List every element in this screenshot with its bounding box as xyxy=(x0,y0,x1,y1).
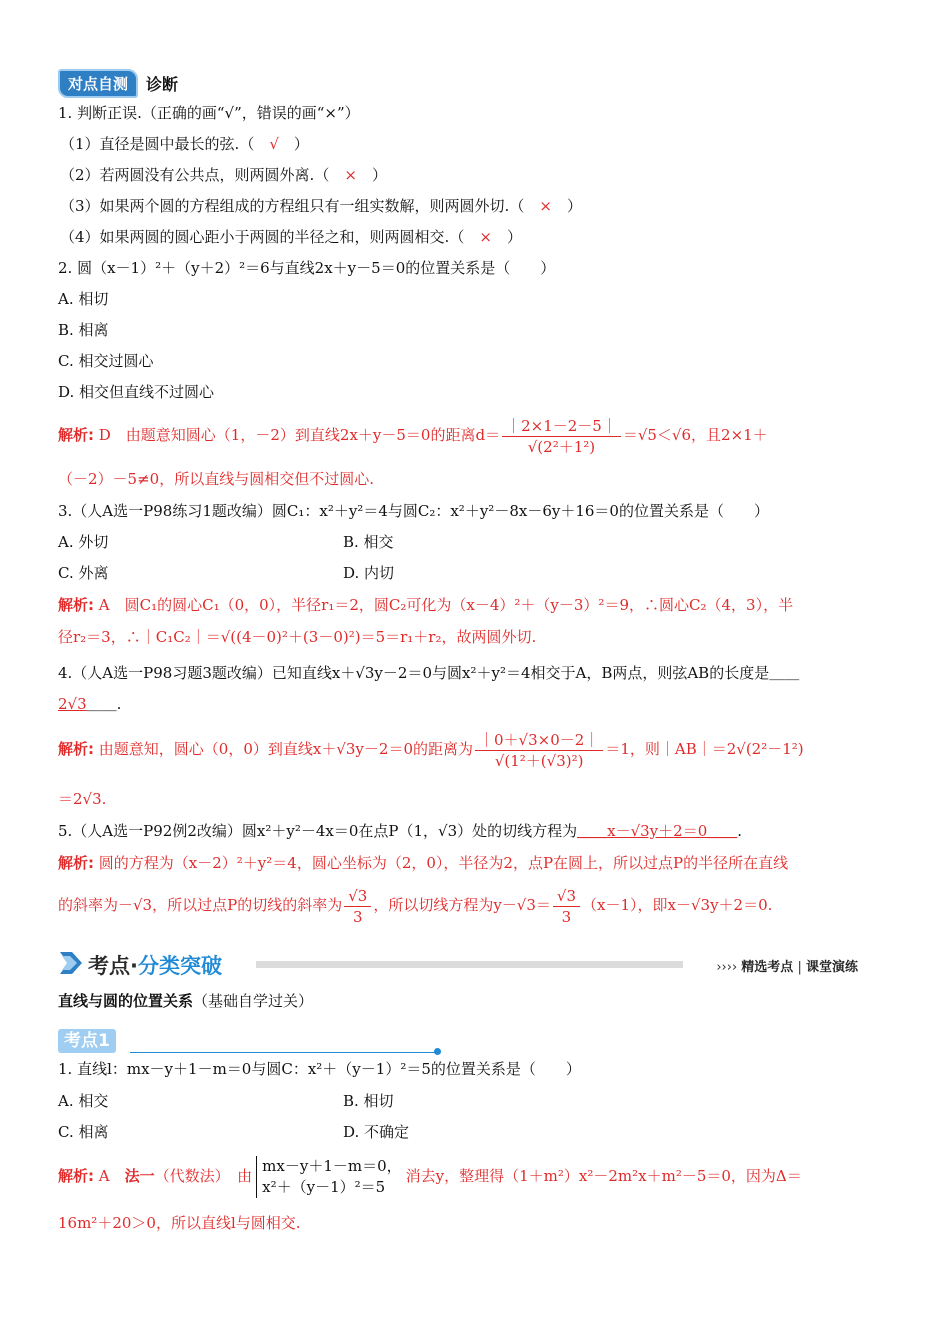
q4-solution-cont: ＝2√3. xyxy=(58,790,107,808)
q3-options-row1: A. 外切 B. 相交 xyxy=(58,533,394,551)
q2-option-a: A. 相切 xyxy=(58,290,109,308)
q2-option-b: B. 相离 xyxy=(58,321,109,339)
q3-solution-cont: 径r₂＝3，∴｜C₁C₂｜＝√((4－0)²＋(3－0)²)＝5＝r₁＋r₂，故两圆外切. xyxy=(58,628,537,646)
self-test-banner xyxy=(58,70,178,96)
k1-solution-cont: 16m²＋20＞0，所以直线l与圆相交. xyxy=(58,1214,301,1232)
q5-stem: 5.（人A选一P92例2改编）圆x²＋y²－4x＝0在点P（1，√3）处的切线方程为＿＿x－√3y＋2＝0＿＿. xyxy=(58,822,743,840)
q2-stem: 2. 圆（x－1）²＋（y＋2）²＝6与直线2x＋y－5＝0的位置关系是（ ） xyxy=(58,259,556,277)
q3-options-row2: C. 外离 D. 内切 xyxy=(58,564,395,582)
banner-divider-bar xyxy=(256,961,683,968)
q5-answer: ＿＿x－√3y＋2＝0＿＿ xyxy=(577,822,738,840)
k1-solution: 解析: A 法一（代数法） 由 mx－y＋1－m＝0， x²＋（y－1）²＝5 消去y，整理得（1＋m²）x²－2m²x＋m²－5＝0，因为Δ＝ xyxy=(58,1157,802,1196)
q4-answer: 2√3 xyxy=(58,695,87,713)
q5-slope-fraction: $\frac{√3}{3}$ xyxy=(344,886,371,927)
kaodian-label-row xyxy=(58,1027,443,1057)
q3-stem: 3.（人A选一P98练习1题改编）圆C₁：x²＋y²＝4与圆C₂：x²＋y²－8x－6y＋16＝0的位置关系是（ ） xyxy=(58,502,769,520)
q1-item-2: （2）若两圆没有公共点，则两圆外离.（ × ） xyxy=(60,166,387,184)
q1-item-1: （1）直径是圆中最长的弦.（ √ ） xyxy=(60,135,309,153)
q1-stem: 1. 判断正误.（正确的画“√”，错误的画“×”） xyxy=(58,104,360,122)
section-title: 直线与圆的位置关系（基础自学过关） xyxy=(58,992,314,1010)
q4-answer-line: 2√3＿＿. xyxy=(58,695,122,713)
q4-solution: 解析: 由题意知，圆心（0，0）到直线x＋√3y－2＝0的距离为 $\frac{|0+√3\times 0-2|}{\text{√(1²＋(√3)²)}}$ ＝1，则｜AB｜＝2√(2²－1²) xyxy=(58,730,804,770)
q2-solution: 解析: D 由题意知圆心（1，－2）到直线2x＋y－5＝0的距离d＝ $\frac{|2\times 1-2-5|}{\text{√(2²＋1²)}}$ ＝√5＜√6，且2×1＋ xyxy=(58,416,768,456)
q1-item-3: （3）如果两个圆的方程组成的方程组只有一组实数解，则两圆外切.（ × ） xyxy=(60,197,582,215)
q5-slope-fraction-2: $\frac{√3}{3}$ xyxy=(553,886,580,927)
q2-option-c: C. 相交过圆心 xyxy=(58,352,154,370)
diagnosis-label: 诊断 xyxy=(146,74,179,94)
q5-solution-cont: 的斜率为－√3，所以过点P的切线的斜率为 $\frac{√3}{3}$ ，所以切线方程为y－√3＝ $\frac{√3}{3}$ （x－1），即x－√3y＋2＝0. xyxy=(58,886,773,926)
kaodian-line xyxy=(130,1052,437,1053)
k1-stem: 1. 直线l：mx－y＋1－m＝0与圆C：x²＋（y－1）²＝5的位置关系是（ ） xyxy=(58,1060,581,1078)
k1-options-row2: C. 相离 D. 不确定 xyxy=(58,1123,410,1141)
banner-right-label: ›››› 精选考点 | 课堂演练 xyxy=(716,960,858,975)
kaodian-tag: 考点1 xyxy=(58,1029,116,1053)
q4-distance-fraction: $\frac{|0+√3\times 0-2|}{\text{√(1²＋(√3)²)}}$ xyxy=(475,730,603,771)
q2-solution-cont: （－2）－5≠0，所以直线与圆相交但不过圆心. xyxy=(58,470,374,488)
q2-option-d: D. 相交但直线不过圆心 xyxy=(58,383,215,401)
k1-equation-system: mx－y＋1－m＝0， x²＋（y－1）²＝5 xyxy=(256,1156,401,1198)
self-test-tag: 对点自测 xyxy=(58,69,138,98)
k1-options-row1: A. 相交 B. 相切 xyxy=(58,1092,394,1110)
exam-points-title: 考点·分类突破 xyxy=(88,954,222,978)
exam-points-banner xyxy=(58,946,858,980)
q3-solution: 解析: A 圆C₁的圆心C₁（0，0），半径r₁＝2，圆C₂可化为（x－4）²＋（y－3）²＝9，∴圆心C₂（4，3），半 xyxy=(58,596,794,614)
q4-stem: 4.（人A选一P98习题3题改编）已知直线x＋√3y－2＝0与圆x²＋y²＝4相交于A，B两点，则弦AB的长度是＿＿ xyxy=(58,664,800,682)
q2-distance-fraction: $\frac{|2\times 1-2-5|}{\text{√(2²＋1²)}}$ xyxy=(502,416,621,457)
kaodian-dot xyxy=(434,1048,441,1055)
q5-solution: 解析: 圆的方程为（x－2）²＋y²＝4，圆心坐标为（2，0），半径为2，点P在圆上，所以过点P的半径所在直线 xyxy=(58,854,789,872)
banner-chevron-icon xyxy=(58,948,84,978)
q1-item-4: （4）如果两圆的圆心距小于两圆的半径之和，则两圆相交.（ × ） xyxy=(60,228,522,246)
